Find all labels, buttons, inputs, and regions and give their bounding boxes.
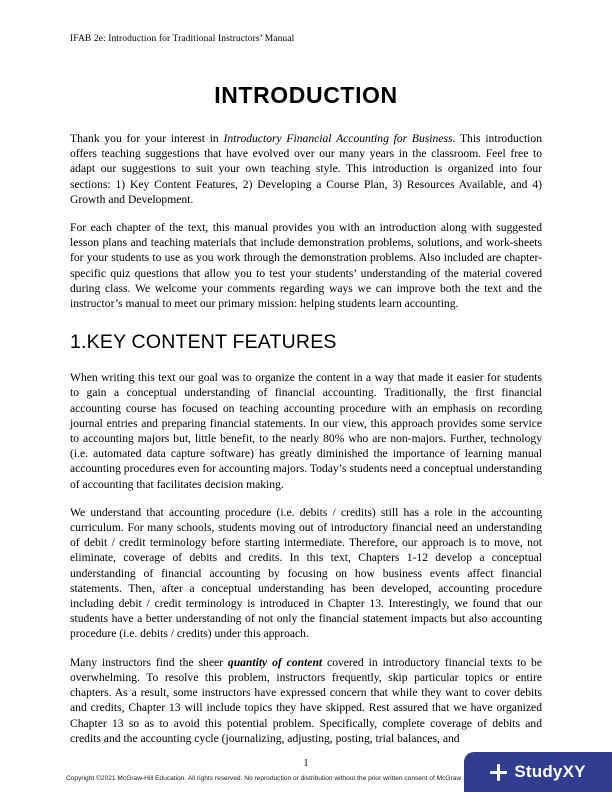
run-bold-italic-emphasis: quantity of content — [227, 655, 323, 669]
run-text: covered in introductory financial texts to be overwhelming. To resolve this problem, instructors frequently, skip particular topics or entire chapters. As a result, some instructors have expressed concern that while they want to cover debits and credits, Chapter 13 will include topics they have skipped. Rest assured that we have organized Chapter 13 so as to avoid this potential problem. Specifically, complete coverage of debits and credits and the accounting cycle (journalizing, adjusting, posting, trial balances, and — [70, 655, 542, 745]
paragraph-kcf-2 — [70, 505, 542, 642]
run-text: We understand that accounting procedure (i.e. debits / credits) still has a role in the accounting curriculum. For many schools, students moving out of introductory financial need an understanding of debit / credit terminology before starting intermediate. Therefore, our approach is to move, not eliminate, coverage of debits and credits. In this text, Chapters 1-12 develop a conceptual understanding of financial accounting by focusing on how business events affect financial statements. Then, after a conceptual understanding has been developed, accounting procedure including debit / credit terminology is introduced in Chapter 13. Interestingly, we found that our students have a better understanding of not only the financial statement impacts but also accounting procedure (i.e. debits / credits) under this approach. — [70, 505, 542, 641]
document-body — [70, 72, 542, 759]
paragraph-kcf-1 — [70, 370, 542, 492]
run-text: When writing this text our goal was to organize the content in a way that made it easier for students to gain a conceptual understanding of financial accounting. Traditionally, the first financial accounting course has focused on teaching accounting procedure with an emphasis on recording journal entries and preparing financial statements. In our view, this approach provides some service to accounting majors but, little benefit, to the nearly 80% who are non-majors. Further, technology (i.e. automated data capture software) has greatly diminished the importance of learning manual accounting procedures even for accounting majors. Today’s students need a conceptual understanding of accounting that facilitates decision making. — [70, 371, 542, 491]
run-text: Thank you for your interest in — [70, 132, 224, 145]
paragraph-intro-2 — [70, 220, 542, 311]
page-number: 1 — [303, 758, 309, 769]
page-title: INTRODUCTION — [214, 82, 398, 108]
run-text: For each chapter of the text, this manual provides you with an introduction along with suggested lesson plans and teaching materials that include demonstration problems, solutions, and work-sheets for your students to use as you work through the demonstration problems. Also included are chapter-specific quiz questions that allow you to test your students’ understanding of the material covered during class. We welcome your comments regarding ways we can improve both the text and the instructor’s manual to meet our primary mission: helping students learn accounting. — [70, 221, 542, 311]
run-italic-book-title: Introductory Financial Accounting for Business — [223, 132, 453, 145]
paragraph-kcf-3 — [70, 655, 542, 746]
paragraph-intro-1 — [70, 131, 542, 207]
studyxy-watermark — [464, 752, 612, 792]
watermark-label: StudyXY — [514, 762, 586, 781]
run-text: Many instructors find the sheer — [70, 655, 228, 669]
plus-icon — [490, 764, 507, 781]
section-heading-key-content-features: 1.KEY CONTENT FEATURES — [70, 331, 337, 354]
copyright-notice: Copyright ©2021 McGraw-Hill Education. All rights reserved. No reproduction or distribution without the prior written consent of McGraw — [66, 775, 462, 782]
run-text: . This introduction offers teaching suggestions that have evolved over our many years in the classroom. Feel free to adapt our suggestions to suit your own teaching style. This introduction is organized into four sections: 1) Key Content Features, 2) Developing a Course Plan, 3) Resources Available, and 4) Growth and Development. — [70, 132, 542, 206]
running-header: IFAB 2e: Introduction for Traditional Instructors’ Manual — [70, 34, 295, 44]
